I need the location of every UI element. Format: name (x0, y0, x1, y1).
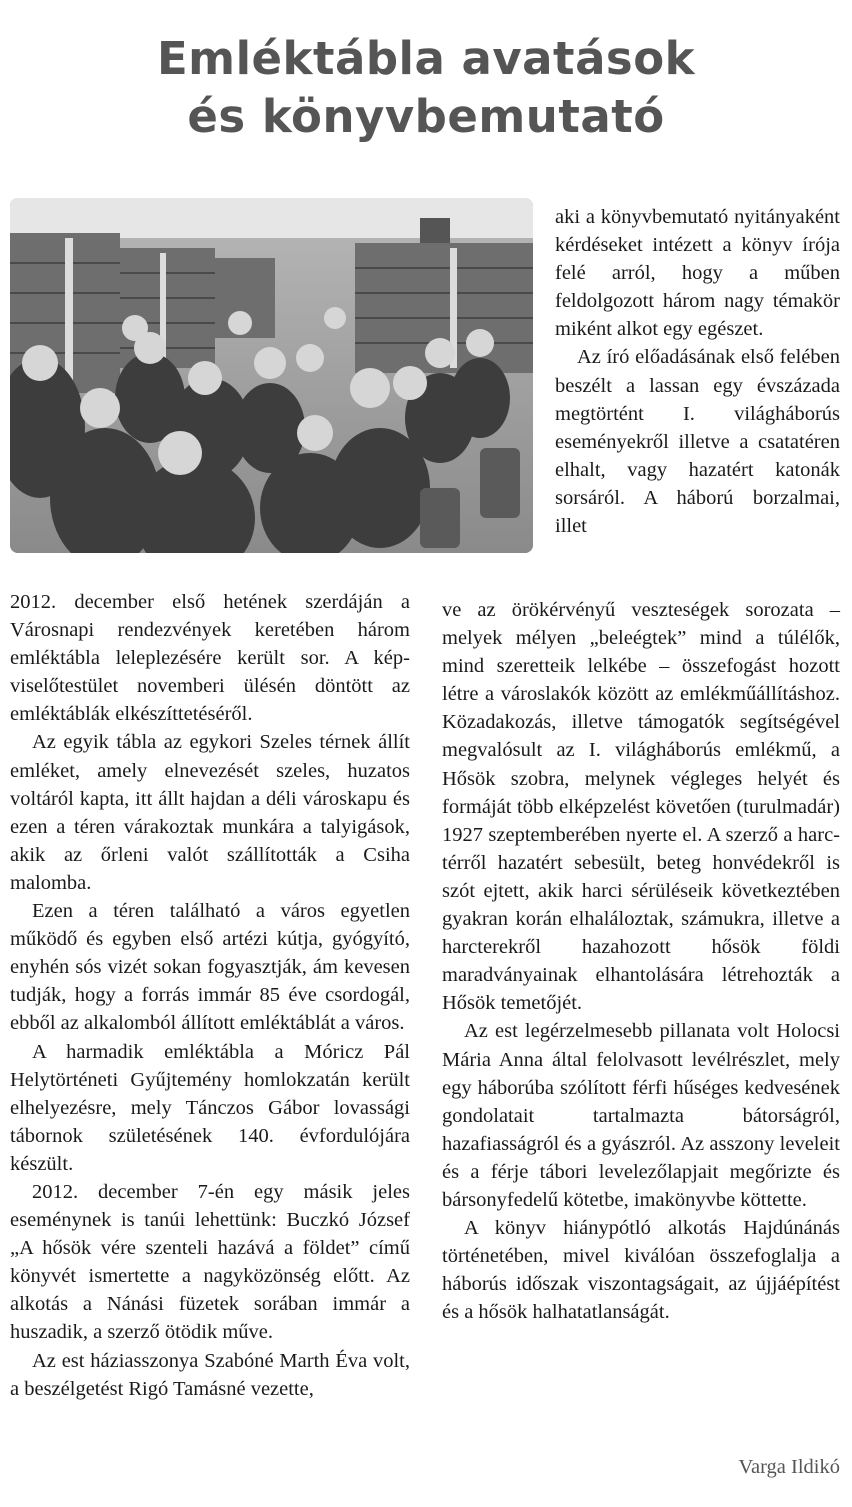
paragraph: Ezen a téren található a város egyetlen működő és egyben első artézi kútja, gyógyító, enyhén sós vizét sokan fogyasztják, ám kevesen tudják, hogy a forrás immár 85 éve csordogál, ebből az alkalomból állított emléktáblát a város. (10, 900, 410, 1035)
title-line-1: Emléktábla avatások (156, 32, 696, 85)
paragraph: 2012. december 7-én egy másik jeles eseménynek is tanúi lehettünk: Buczkó József „A hősök vére szenteli hazává a földet” című könyvét ismertette a nagyközönség előtt. Az alkotás a Nánási füzetek sorában immár a huszadik, a szerző ötödik műve. (10, 1180, 410, 1344)
article-title (0, 30, 852, 146)
paragraph: Az író előadásának első felében beszélt a lassan egy évszázada megtörtént I. világháborús eseményekről illetve a csatatéren elhalt, vagy hazatért katonák sorsáról. A háború borzalmai, illet (555, 346, 840, 538)
paragraph: A könyv hiánypótló alkotás Hajdúnánás történetében, mivel kiválóan összefoglalja a háborús időszak viszontagságait, az újjáépítést és a hősök halhatatlanságát. (442, 1217, 840, 1324)
column-right-upper (555, 203, 840, 540)
photo-audience-library-icon (10, 198, 533, 553)
paragraph: ve az örökérvényű veszteségek sorozata – melyek mélyen „beleégtek” mind a túlélők, mind szeretteik lelkébe – összefogást hozott létre a városlakók között az emlékműállításhoz. Közadakozás, illetve támogatók segítségével megvalósult az I. világháborús emlékmű, a Hősök szobra, melynek végleges helyét és formáját több elképzelést követően (turulmadár) 1927 szeptemberében nyerte el. A szerző a harctérről hazatért sebesült, beteg honvédekről is szót ejtett, akik harci sérüléseik következtében gyakran korán elhaláloztak, számukra, illetve a harcterekről hazahozott hősök földi maradványainak elhantolására létrehozták a Hősök temetőjét. (442, 599, 840, 1015)
paragraph: A harmadik emléktábla a Móricz Pál Helytörténeti Gyűjtemény homlokzatán került elhelyezésre, mely Tánczos Gábor lovassági tábornok születésének 140. évfordulójára készült. (10, 1040, 410, 1175)
paragraph: Az est legérzelmesebb pillanata volt Holocsi Mária Anna által felolvasott levélrészlet, mely egy háborúba szólított férfi hűséges kedvesének gondolatait tartalmazta bátorságról, hazafiasságról és a gyászról. Az asszony leveleit és a férje tábori levelezőlapjait megőrizte és bársonyfedelű kötetbe, imakönyvbe köttette. (442, 1020, 840, 1211)
title-line-2: és könyvbemutató (187, 90, 665, 143)
paragraph: aki a könyvbemutató nyitányaként kérdéseket intézett a könyv írója felé arról, hogy a műben feldolgozott három nagy témakör miként alkot egy egészet. (555, 206, 840, 341)
article-photo (10, 198, 533, 553)
column-right-lower (442, 596, 840, 1326)
paragraph: Az est háziasszonya Szabóné Marth Éva volt, a beszélgetést Rigó Tamásné vezette, (10, 1349, 410, 1400)
paragraph: 2012. december első hetének szerdáján a Városnapi rendezvények keretében három emléktábla leleplezésére került sor. A képviselőtestület novemberi ülésén döntött az emléktáblák elkészíttetéséről. (10, 591, 410, 726)
column-left (10, 588, 410, 1403)
author-byline: Varga Ildikó (738, 1456, 840, 1478)
paragraph: Az egyik tábla az egykori Szeles térnek állít emléket, amely elnevezését szeles, huzatos voltáról kapta, itt állt hajdan a déli városkapu és ezen a téren várakoztak munkára a talyigások, akik az őrleni valót szállították a Csiha malomba. (10, 731, 410, 894)
